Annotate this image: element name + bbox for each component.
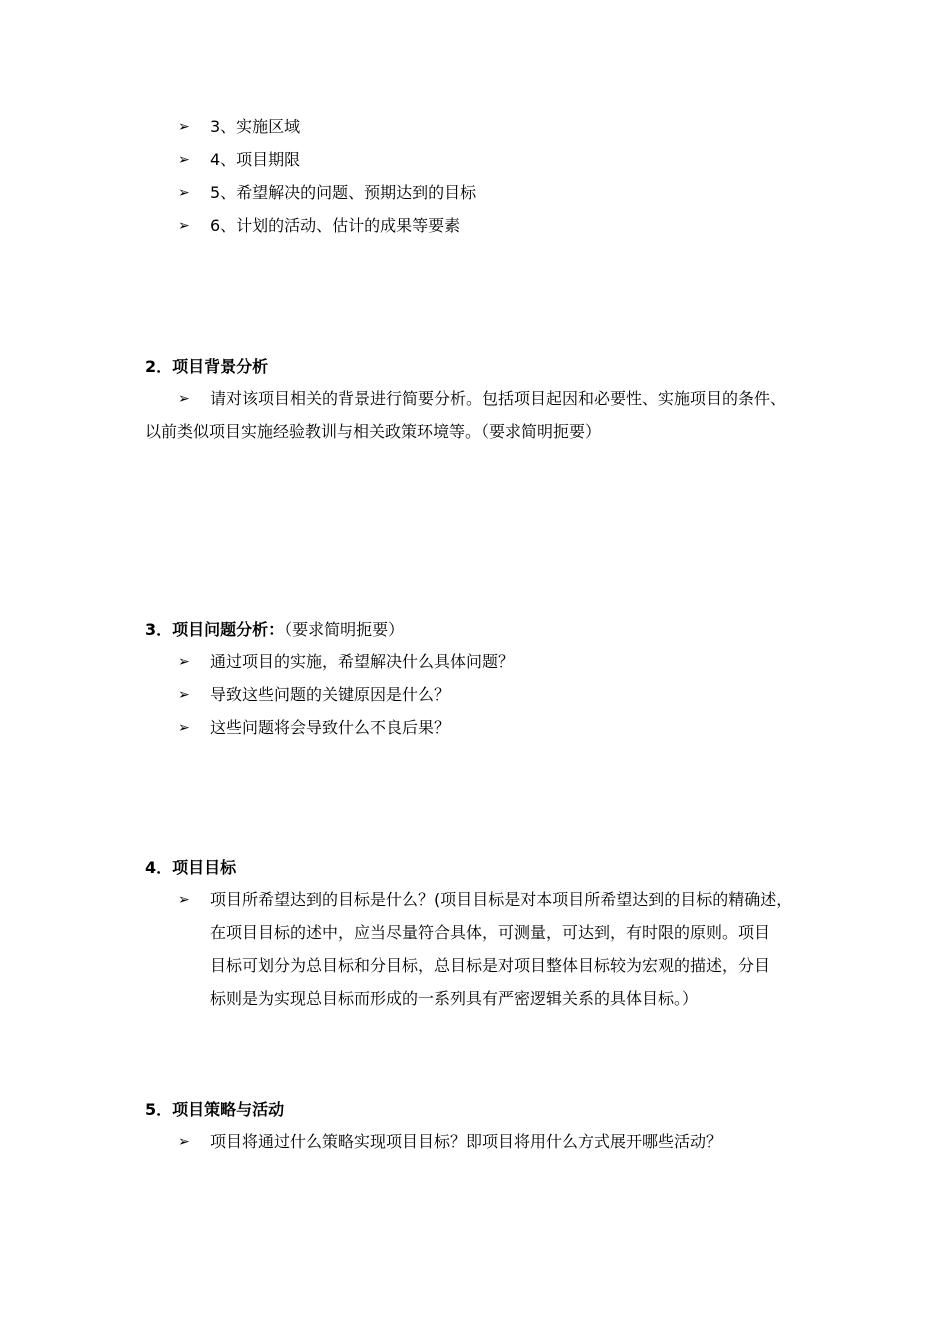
section-title: 项目问题分析： <box>172 620 285 639</box>
bullet-arrow-icon: ➢ <box>178 152 190 168</box>
section-number: 4． <box>145 858 173 877</box>
list-item: 这些问题将会导致什么不良后果？ <box>210 718 451 737</box>
section-title: 项目背景分析 <box>172 357 269 376</box>
bullet-arrow-icon: ➢ <box>178 892 190 908</box>
section-heading <box>145 620 404 640</box>
section-number: 5． <box>145 1100 173 1119</box>
paragraph-line: 请对该项目相关的背景进行简要分析。包括项目起因和必要性、实施项目的条件、 <box>210 389 787 408</box>
bullet-arrow-icon: ➢ <box>178 720 190 736</box>
section-heading <box>145 1100 284 1120</box>
paragraph-line: 以前类似项目实施经验教训与相关政策环境等。（要求简明扼要） <box>145 422 602 441</box>
section-number: 3． <box>145 620 173 639</box>
paragraph-line: 目标可划分为总目标和分目标，总目标是对项目整体目标较为宏观的描述，分目 <box>210 956 771 975</box>
list-item: 项目将通过什么策略实现项目目标？即项目将用什么方式展开哪些活动？ <box>210 1132 723 1151</box>
section-title: 项目策略与活动 <box>172 1100 285 1119</box>
list-item: 4、项目期限 <box>210 150 301 169</box>
paragraph-line: 标则是为实现总目标而形成的一系列具有严密逻辑关系的具体目标。） <box>210 989 699 1008</box>
bullet-arrow-icon: ➢ <box>178 654 190 670</box>
bullet-arrow-icon: ➢ <box>178 218 190 234</box>
bullet-arrow-icon: ➢ <box>178 185 190 201</box>
section-title: 项目目标 <box>172 858 237 877</box>
section-number: 2． <box>145 357 173 376</box>
list-item: 通过项目的实施，希望解决什么具体问题？ <box>210 652 515 671</box>
section-note: （要求简明扼要） <box>284 620 405 639</box>
list-item: 5、希望解决的问题、预期达到的目标 <box>210 183 477 202</box>
list-item: 导致这些问题的关键原因是什么？ <box>210 685 451 704</box>
section-heading <box>145 357 268 377</box>
section-heading <box>145 858 236 878</box>
bullet-arrow-icon: ➢ <box>178 687 190 703</box>
paragraph-line: 在项目目标的述中，应当尽量符合具体，可测量，可达到，有时限的原则。项目 <box>210 923 771 942</box>
paragraph-line: 项目所希望达到的目标是什么？(项目目标是对本项目所希望达到的目标的精确述， <box>210 890 793 909</box>
bullet-arrow-icon: ➢ <box>178 391 190 407</box>
bullet-arrow-icon: ➢ <box>178 119 190 135</box>
list-item: 6、计划的活动、估计的成果等要素 <box>210 216 461 235</box>
bullet-arrow-icon: ➢ <box>178 1134 190 1150</box>
list-item: 3、实施区域 <box>210 117 301 136</box>
